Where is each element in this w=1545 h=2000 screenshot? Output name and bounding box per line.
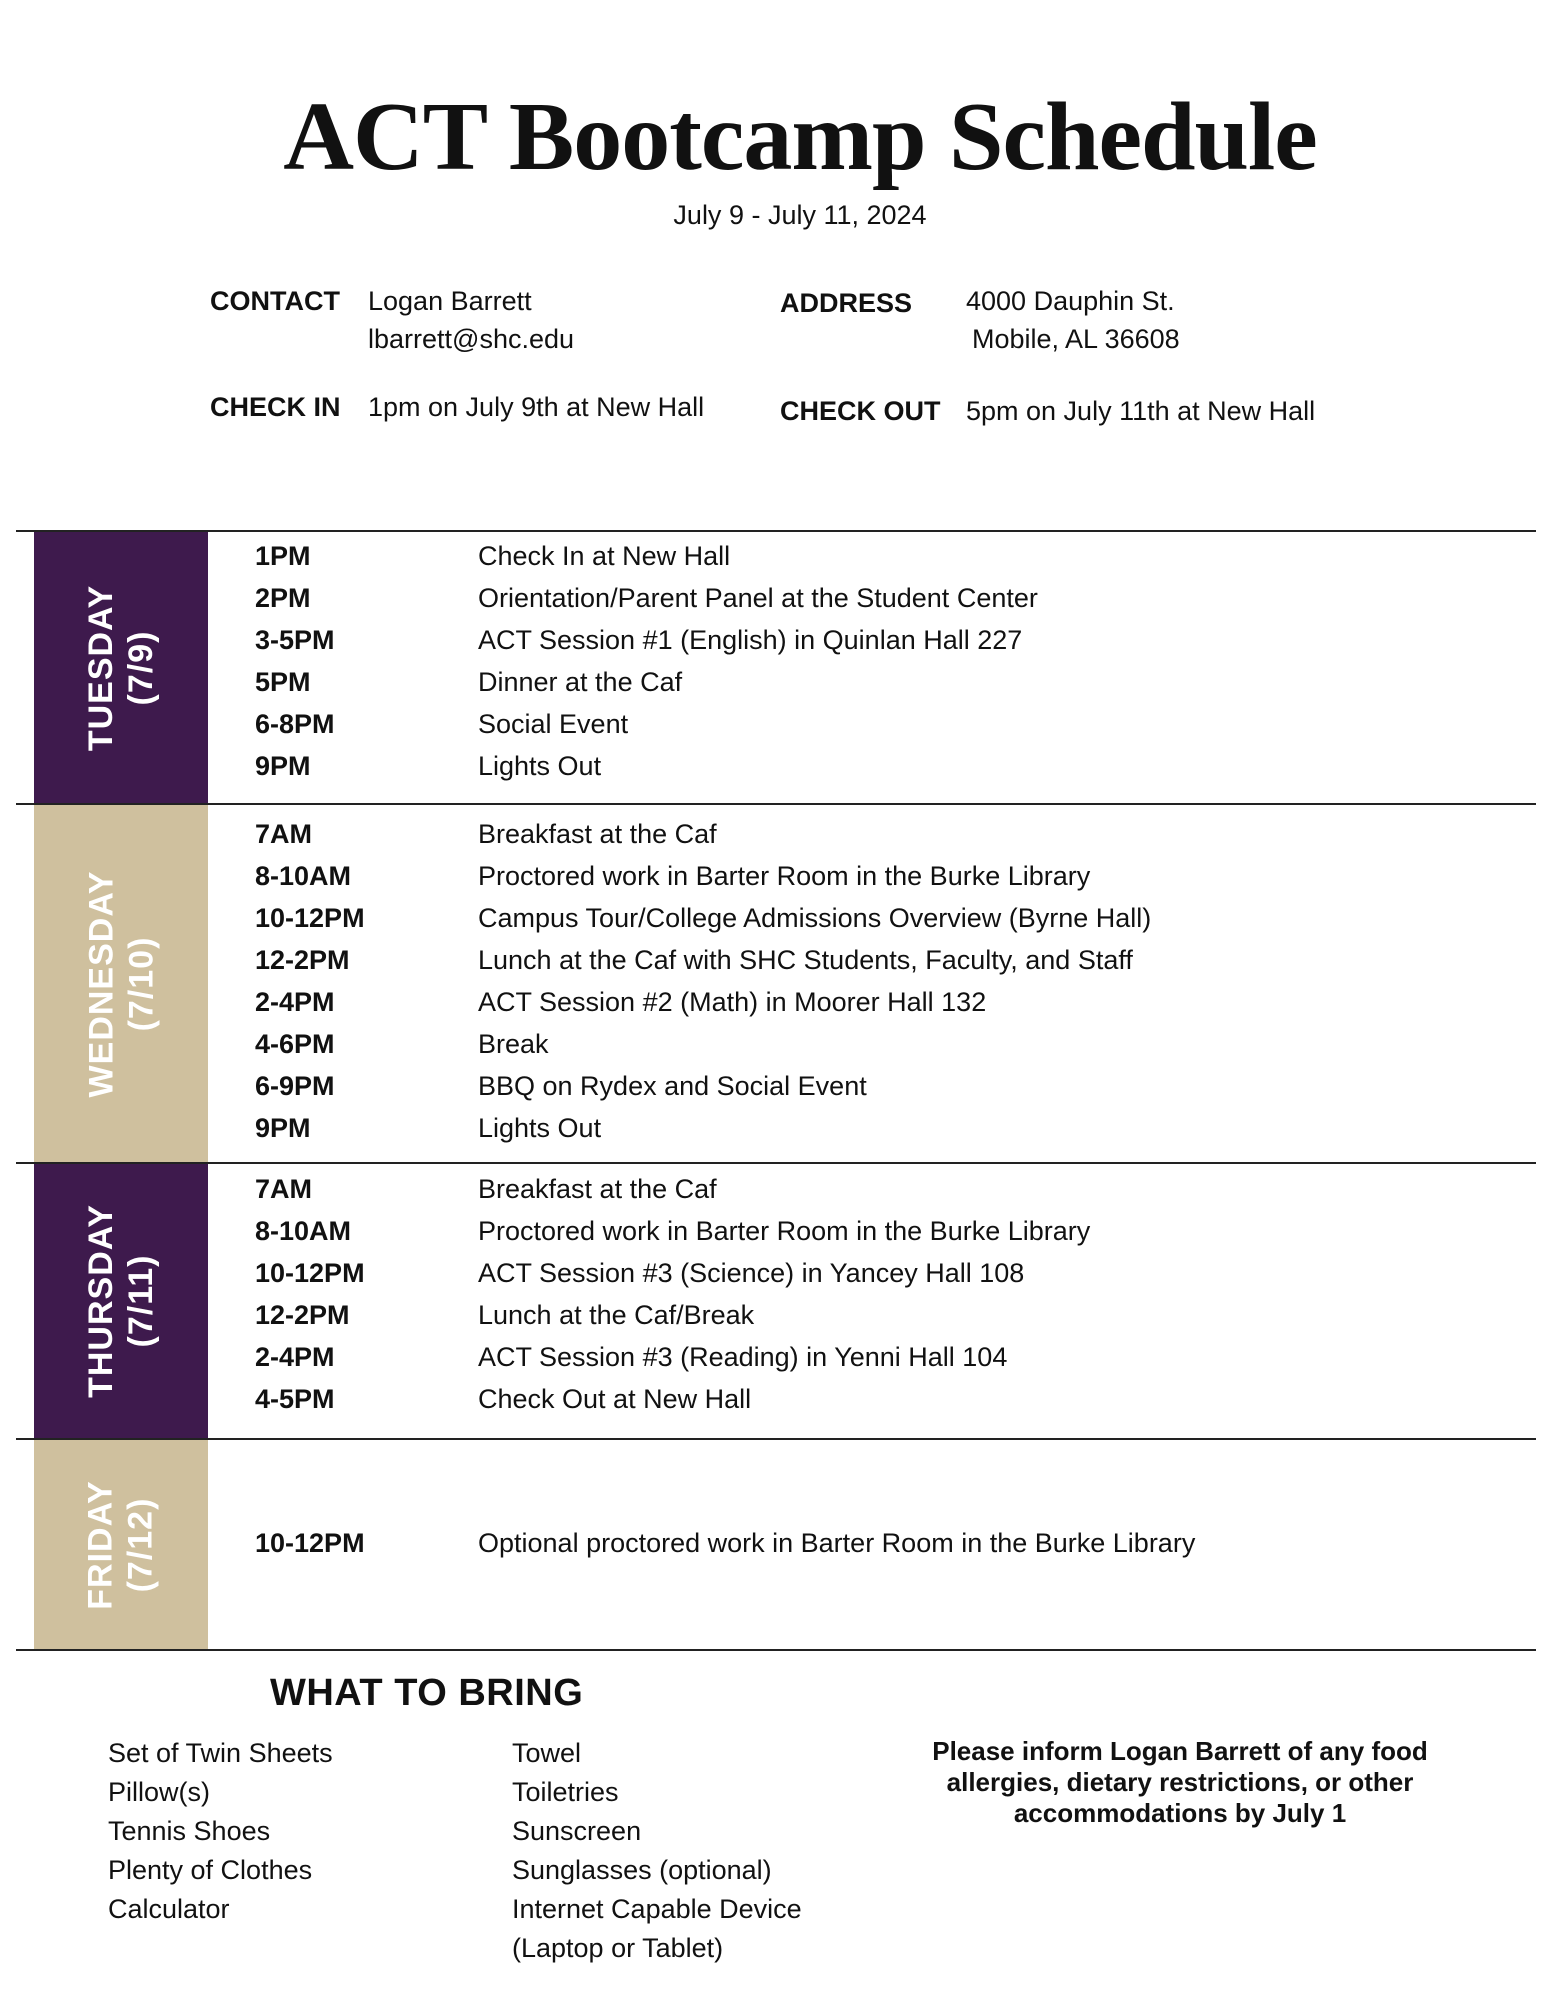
event-time: 8-10AM xyxy=(255,861,352,891)
checkin-value: 1pm on July 9th at New Hall xyxy=(368,392,705,422)
event-time: 10-12PM xyxy=(255,1528,365,1558)
list-item: Sunglasses (optional) xyxy=(512,1855,772,1885)
event-text: Lunch at the Caf/Break xyxy=(478,1300,755,1330)
day-name: THURSDAY xyxy=(82,1204,120,1398)
event-time: 2PM xyxy=(255,583,311,613)
schedule-row xyxy=(0,1294,1545,1336)
day-date: (7/9) xyxy=(122,630,160,705)
event-time: 6-9PM xyxy=(255,1071,335,1101)
checkout-value: 5pm on July 11th at New Hall xyxy=(966,396,1316,426)
list-item: Towel xyxy=(512,1738,582,1768)
event-time: 10-12PM xyxy=(255,903,365,933)
event-time: 4-5PM xyxy=(255,1384,335,1414)
event-text: Dinner at the Caf xyxy=(478,667,683,697)
event-text: Orientation/Parent Panel at the Student Center xyxy=(478,583,1038,613)
schedule-row xyxy=(0,1065,1545,1107)
schedule-row xyxy=(0,813,1545,855)
list-item: Toiletries xyxy=(512,1777,619,1807)
schedule-row xyxy=(0,1252,1545,1294)
event-time: 5PM xyxy=(255,667,311,697)
address-label: ADDRESS xyxy=(780,288,913,318)
schedule-row xyxy=(0,619,1545,661)
event-time: 3-5PM xyxy=(255,625,335,655)
event-text: Breakfast at the Caf xyxy=(478,1174,717,1204)
event-text: Check Out at New Hall xyxy=(478,1384,752,1414)
event-text: Optional proctored work in Barter Room in the Burke Library xyxy=(478,1528,1196,1558)
event-text: ACT Session #3 (Reading) in Yenni Hall 104 xyxy=(478,1342,1008,1372)
contact-email: lbarrett@shc.edu xyxy=(368,324,575,354)
divider xyxy=(16,1438,1536,1440)
divider xyxy=(16,803,1536,805)
list-item: Tennis Shoes xyxy=(108,1816,271,1846)
event-text: Proctored work in Barter Room in the Burke Library xyxy=(478,861,1091,891)
event-time: 7AM xyxy=(255,1174,313,1204)
schedule-row xyxy=(0,703,1545,745)
event-text: Lights Out xyxy=(478,1113,602,1143)
schedule-row xyxy=(0,1107,1545,1149)
event-text: Lights Out xyxy=(478,751,602,781)
event-text: ACT Session #2 (Math) in Moorer Hall 132 xyxy=(478,987,987,1017)
checkin-label: CHECK IN xyxy=(210,392,341,422)
schedule-row xyxy=(0,577,1545,619)
event-text: Break xyxy=(478,1029,549,1059)
event-time: 12-2PM xyxy=(255,1300,350,1330)
allergy-note: Please inform Logan Barrett of any food allergies, dietary restrictions, or other accommodations by July 1 xyxy=(932,1736,1428,1828)
list-item: (Laptop or Tablet) xyxy=(512,1933,724,1963)
event-time: 10-12PM xyxy=(255,1258,365,1288)
event-text: Lunch at the Caf with SHC Students, Faculty, and Staff xyxy=(478,945,1133,975)
address-line1: 4000 Dauphin St. xyxy=(966,286,1175,316)
checkout-label: CHECK OUT xyxy=(780,396,941,426)
list-item: Plenty of Clothes xyxy=(108,1855,313,1885)
schedule-row xyxy=(0,1522,1545,1564)
event-text: ACT Session #3 (Science) in Yancey Hall 108 xyxy=(478,1258,1025,1288)
list-item: Internet Capable Device xyxy=(512,1894,802,1924)
bring-list-col2 xyxy=(512,1734,802,1968)
schedule-row xyxy=(0,1210,1545,1252)
list-item: Set of Twin Sheets xyxy=(108,1738,333,1768)
event-time: 6-8PM xyxy=(255,709,335,739)
day-date: (7/10) xyxy=(122,936,160,1031)
bring-list-col1 xyxy=(108,1734,333,1929)
event-text: BBQ on Rydex and Social Event xyxy=(478,1071,867,1101)
contact-name: Logan Barrett xyxy=(368,286,532,316)
schedule-row xyxy=(0,981,1545,1023)
divider xyxy=(16,1162,1536,1164)
event-time: 9PM xyxy=(255,1113,311,1143)
event-time: 1PM xyxy=(255,541,311,571)
contact-label: CONTACT xyxy=(210,286,340,316)
schedule-row xyxy=(0,1378,1545,1420)
event-text: Check In at New Hall xyxy=(478,541,731,571)
event-text: Proctored work in Barter Room in the Burke Library xyxy=(478,1216,1091,1246)
schedule-row xyxy=(0,1336,1545,1378)
schedule-row xyxy=(0,661,1545,703)
schedule-row xyxy=(0,1023,1545,1065)
divider xyxy=(16,530,1536,532)
schedule-row xyxy=(0,855,1545,897)
day-date: (7/11) xyxy=(122,1254,160,1348)
event-time: 4-6PM xyxy=(255,1029,335,1059)
schedule-row xyxy=(0,745,1545,787)
event-time: 7AM xyxy=(255,819,313,849)
event-time: 2-4PM xyxy=(255,1342,335,1372)
event-text: Social Event xyxy=(478,709,629,739)
event-text: Campus Tour/College Admissions Overview (Byrne Hall) xyxy=(478,903,1152,933)
list-item: Sunscreen xyxy=(512,1816,642,1846)
page-title: ACT Bootcamp Schedule xyxy=(283,83,1317,191)
event-time: 8-10AM xyxy=(255,1216,352,1246)
event-text: Breakfast at the Caf xyxy=(478,819,717,849)
day-name: FRIDAY xyxy=(82,1479,120,1610)
day-date: (7/12) xyxy=(122,1497,160,1592)
list-item: Pillow(s) xyxy=(108,1777,211,1807)
divider xyxy=(16,1649,1536,1651)
list-item: Calculator xyxy=(108,1894,230,1924)
event-text: ACT Session #1 (English) in Quinlan Hall 227 xyxy=(478,625,1023,655)
event-time: 12-2PM xyxy=(255,945,350,975)
event-time: 2-4PM xyxy=(255,987,335,1017)
day-name: TUESDAY xyxy=(82,584,120,751)
day-name: WEDNESDAY xyxy=(82,870,120,1097)
schedule-row xyxy=(0,939,1545,981)
schedule-row xyxy=(0,535,1545,577)
event-time: 9PM xyxy=(255,751,311,781)
what-to-bring-heading: WHAT TO BRING xyxy=(270,1672,584,1714)
address-line2: Mobile, AL 36608 xyxy=(972,324,1180,354)
date-range: July 9 - July 11, 2024 xyxy=(673,200,927,230)
schedule-row xyxy=(0,897,1545,939)
schedule-row xyxy=(0,1168,1545,1210)
